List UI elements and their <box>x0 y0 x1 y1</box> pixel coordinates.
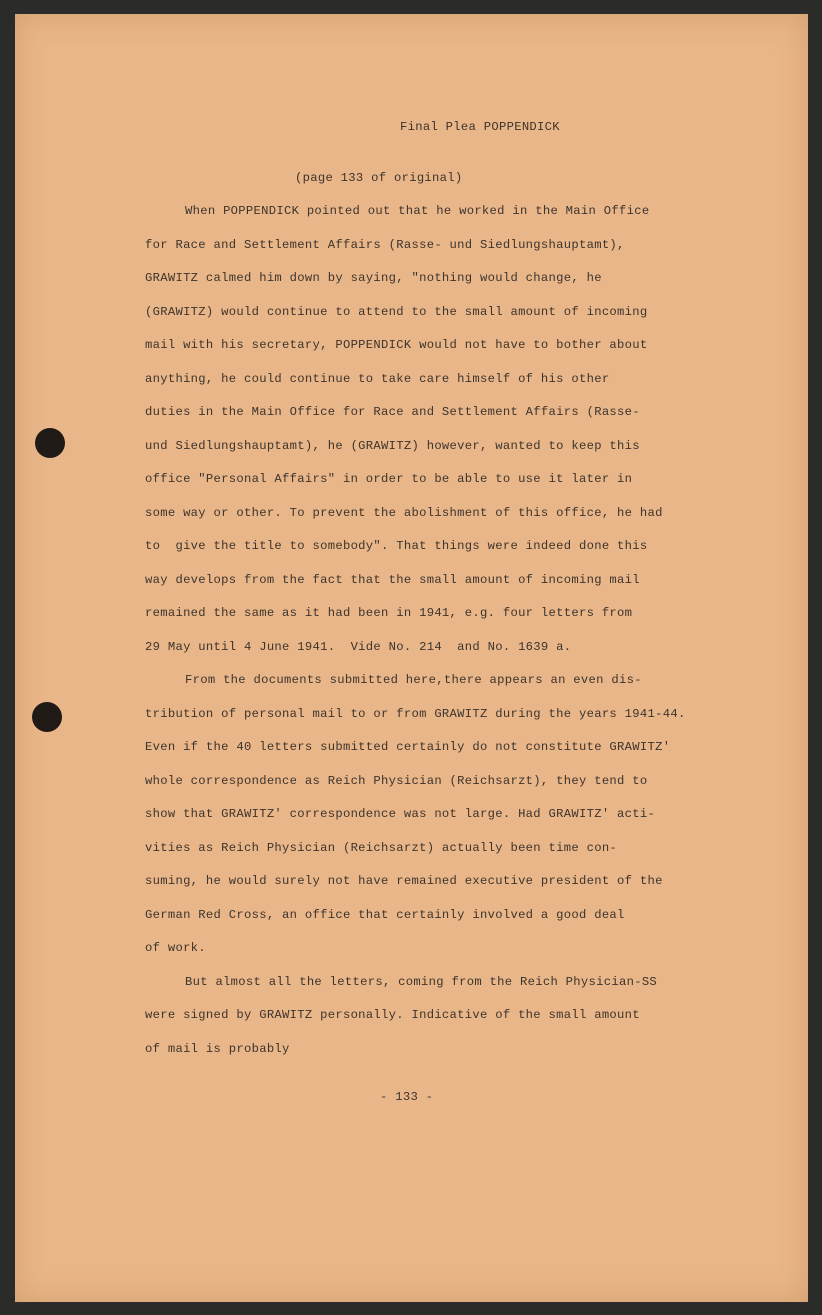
text-line: suming, he would surely not have remained executive president of the <box>145 874 663 888</box>
text-line: 29 May until 4 June 1941. Vide No. 214 and No. 1639 a. <box>145 640 572 654</box>
page-number: - 133 - <box>380 1090 434 1104</box>
text-line: were signed by GRAWITZ personally. Indicative of the small amount <box>145 1008 640 1022</box>
text-line: show that GRAWITZ' correspondence was not large. Had GRAWITZ' acti- <box>145 807 656 821</box>
punch-hole <box>32 702 62 732</box>
text-line: anything, he could continue to take care himself of his other <box>145 372 610 386</box>
text-line: But almost all the letters, coming from the Reich Physician-SS <box>185 975 658 989</box>
text-line: When POPPENDICK pointed out that he worked in the Main Office <box>185 204 650 218</box>
text-line: vities as Reich Physician (Reichsarzt) actually been time con- <box>145 841 618 855</box>
text-line: way develops from the fact that the small amount of incoming mail <box>145 573 640 587</box>
text-line: for Race and Settlement Affairs (Rasse- und Siedlungshauptamt), <box>145 238 625 252</box>
text-line: duties in the Main Office for Race and Settlement Affairs (Rasse- <box>145 405 640 419</box>
document-title: Final Plea POPPENDICK <box>400 120 560 134</box>
text-line: GRAWITZ calmed him down by saying, "nothing would change, he <box>145 271 602 285</box>
text-line: of work. <box>145 941 206 955</box>
text-line: (GRAWITZ) would continue to attend to the small amount of incoming <box>145 305 648 319</box>
text-line: whole correspondence as Reich Physician (Reichsarzt), they tend to <box>145 774 648 788</box>
text-line: of mail is probably <box>145 1042 290 1056</box>
punch-hole <box>35 428 65 458</box>
text-line: to give the title to somebody". That things were indeed done this <box>145 539 648 553</box>
document-page <box>15 14 808 1302</box>
text-line: From the documents submitted here,there appears an even dis- <box>185 673 642 687</box>
text-line: remained the same as it had been in 1941, e.g. four letters from <box>145 606 633 620</box>
text-line: some way or other. To prevent the abolishment of this office, he had <box>145 506 663 520</box>
text-line: German Red Cross, an office that certainly involved a good deal <box>145 908 625 922</box>
text-line: und Siedlungshauptamt), he (GRAWITZ) however, wanted to keep this <box>145 439 640 453</box>
text-line: Even if the 40 letters submitted certainly do not constitute GRAWITZ' <box>145 740 671 754</box>
text-line: tribution of personal mail to or from GRAWITZ during the years 1941-44. <box>145 707 686 721</box>
text-line: office "Personal Affairs" in order to be able to use it later in <box>145 472 633 486</box>
document-subtitle: (page 133 of original) <box>295 171 463 185</box>
text-line: mail with his secretary, POPPENDICK would not have to bother about <box>145 338 648 352</box>
